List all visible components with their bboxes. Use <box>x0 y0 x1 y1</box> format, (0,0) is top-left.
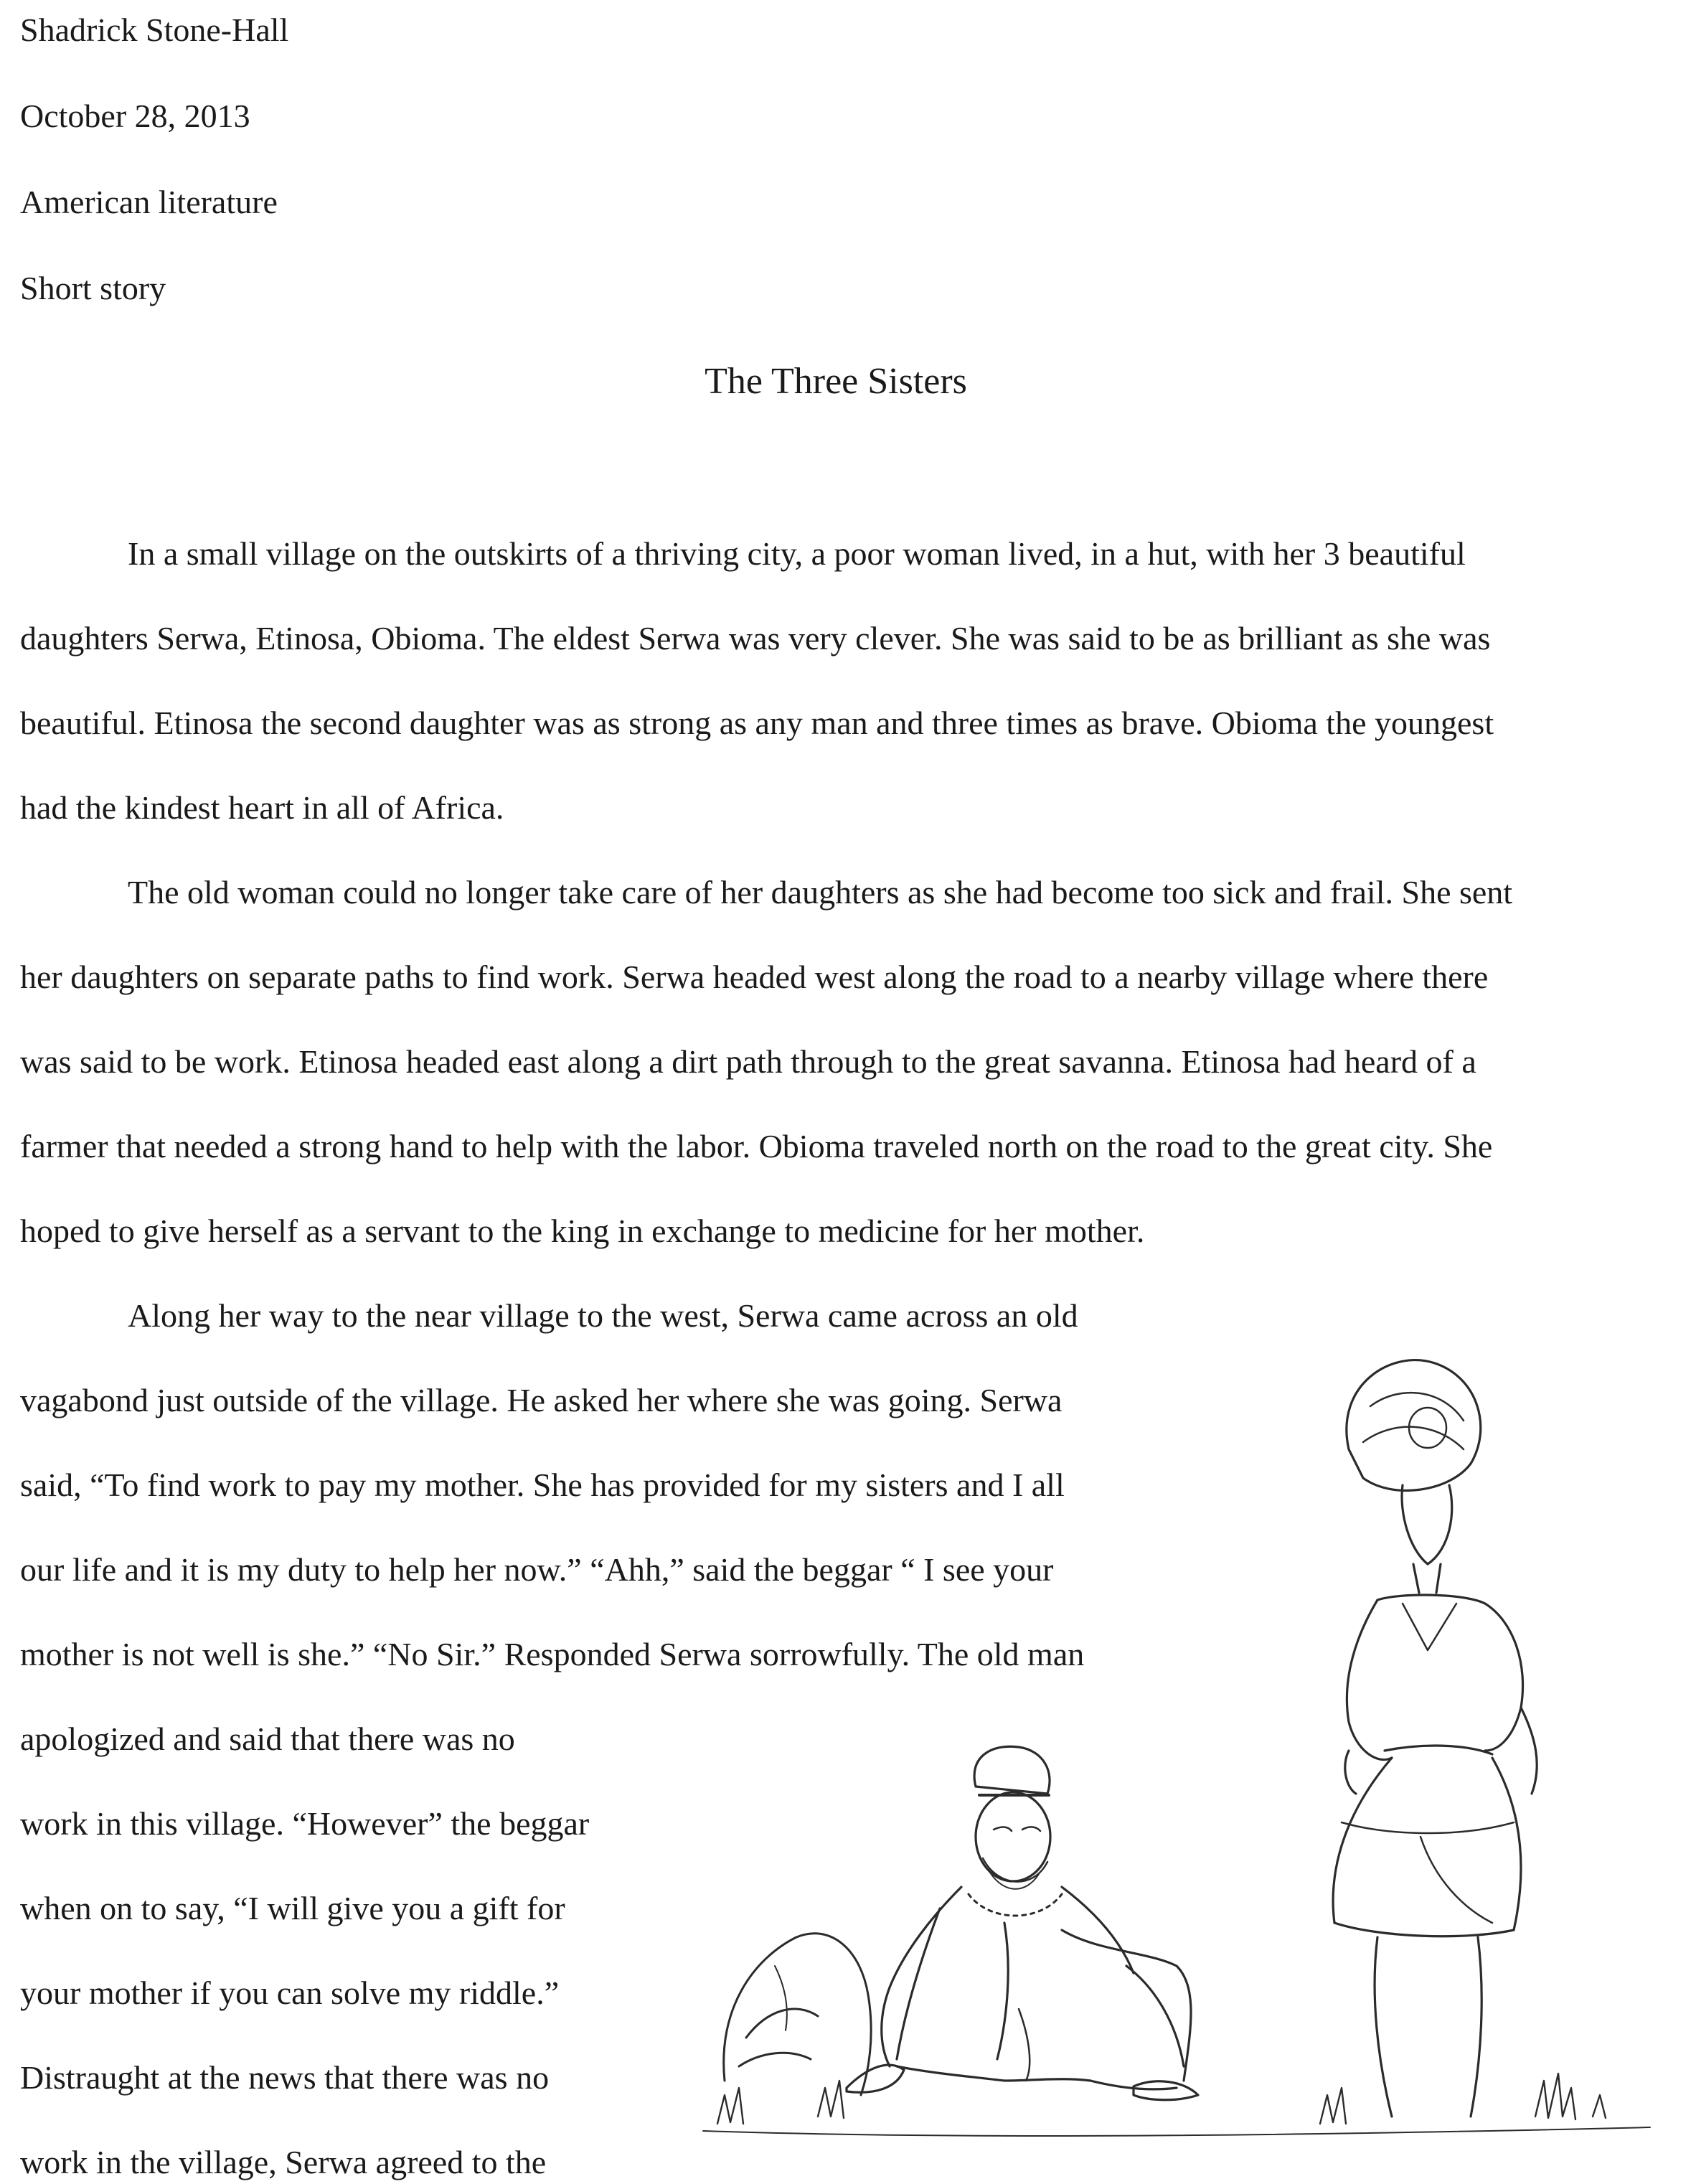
story-line: hoped to give herself as a servant to the king in exchange to medicine for her mother. <box>20 1213 1145 1249</box>
author-name: Shadrick Stone-Hall <box>20 11 289 48</box>
story-line: The old woman could no longer take care of her daughters as she had become too sick and frail. She sent <box>128 874 1513 910</box>
story-line: beautiful. Etinosa the second daughter was as strong as any man and three times as brave. Obioma the youngest <box>20 705 1494 741</box>
story-line: Distraught at the news that there was no <box>20 2059 550 2096</box>
story-line: In a small village on the outskirts of a thriving city, a poor woman lived, in a hut, with her 3 beautiful <box>128 535 1466 572</box>
sketch-illustration <box>631 1320 1672 2175</box>
story-line: apologized and said that there was no <box>20 1721 515 1757</box>
story-line: daughters Serwa, Etinosa, Obioma. The eldest Serwa was very clever. She was said to be as brilliant as she was <box>20 620 1491 656</box>
story-line: your mother if you can solve my riddle.” <box>20 1974 560 2011</box>
rock-sketch <box>724 1934 871 2095</box>
story-line: said, “To find work to pay my mother. She has provided for my sisters and I all <box>20 1467 1065 1503</box>
story-line: work in the village, Serwa agreed to the <box>20 2144 547 2180</box>
story-line: work in this village. “However” the beggar <box>20 1805 590 1842</box>
assignment-line: Short story <box>20 270 166 306</box>
story-line: farmer that needed a strong hand to help with the labor. Obioma traveled north on the road to the great city. She <box>20 1128 1493 1164</box>
story-line: when on to say, “I will give you a gift for <box>20 1890 565 1926</box>
standing-woman-sketch <box>1333 1360 1537 2117</box>
course-line: American literature <box>20 184 278 220</box>
story-line: vagabond just outside of the village. He asked her where she was going. Serwa <box>20 1382 1063 1418</box>
date-line: October 28, 2013 <box>20 98 250 134</box>
story-line: mother is not well is she.” “No Sir.” Responded Serwa sorrowfully. The old man <box>20 1636 1085 1672</box>
story-title: The Three Sisters <box>705 361 967 402</box>
seated-man-sketch <box>847 1746 1198 2100</box>
story-line: her daughters on separate paths to find work. Serwa headed west along the road to a nearby village where there <box>20 959 1489 995</box>
story-line: had the kindest heart in all of Africa. <box>20 789 504 826</box>
story-line: was said to be work. Etinosa headed east along a dirt path through to the great savanna. Etinosa had heard of a <box>20 1043 1476 1080</box>
story-line: Along her way to the near village to the west, Serwa came across an old <box>128 1297 1078 1334</box>
story-line: our life and it is my duty to help her now.” “Ahh,” said the beggar “ I see your <box>20 1551 1054 1588</box>
